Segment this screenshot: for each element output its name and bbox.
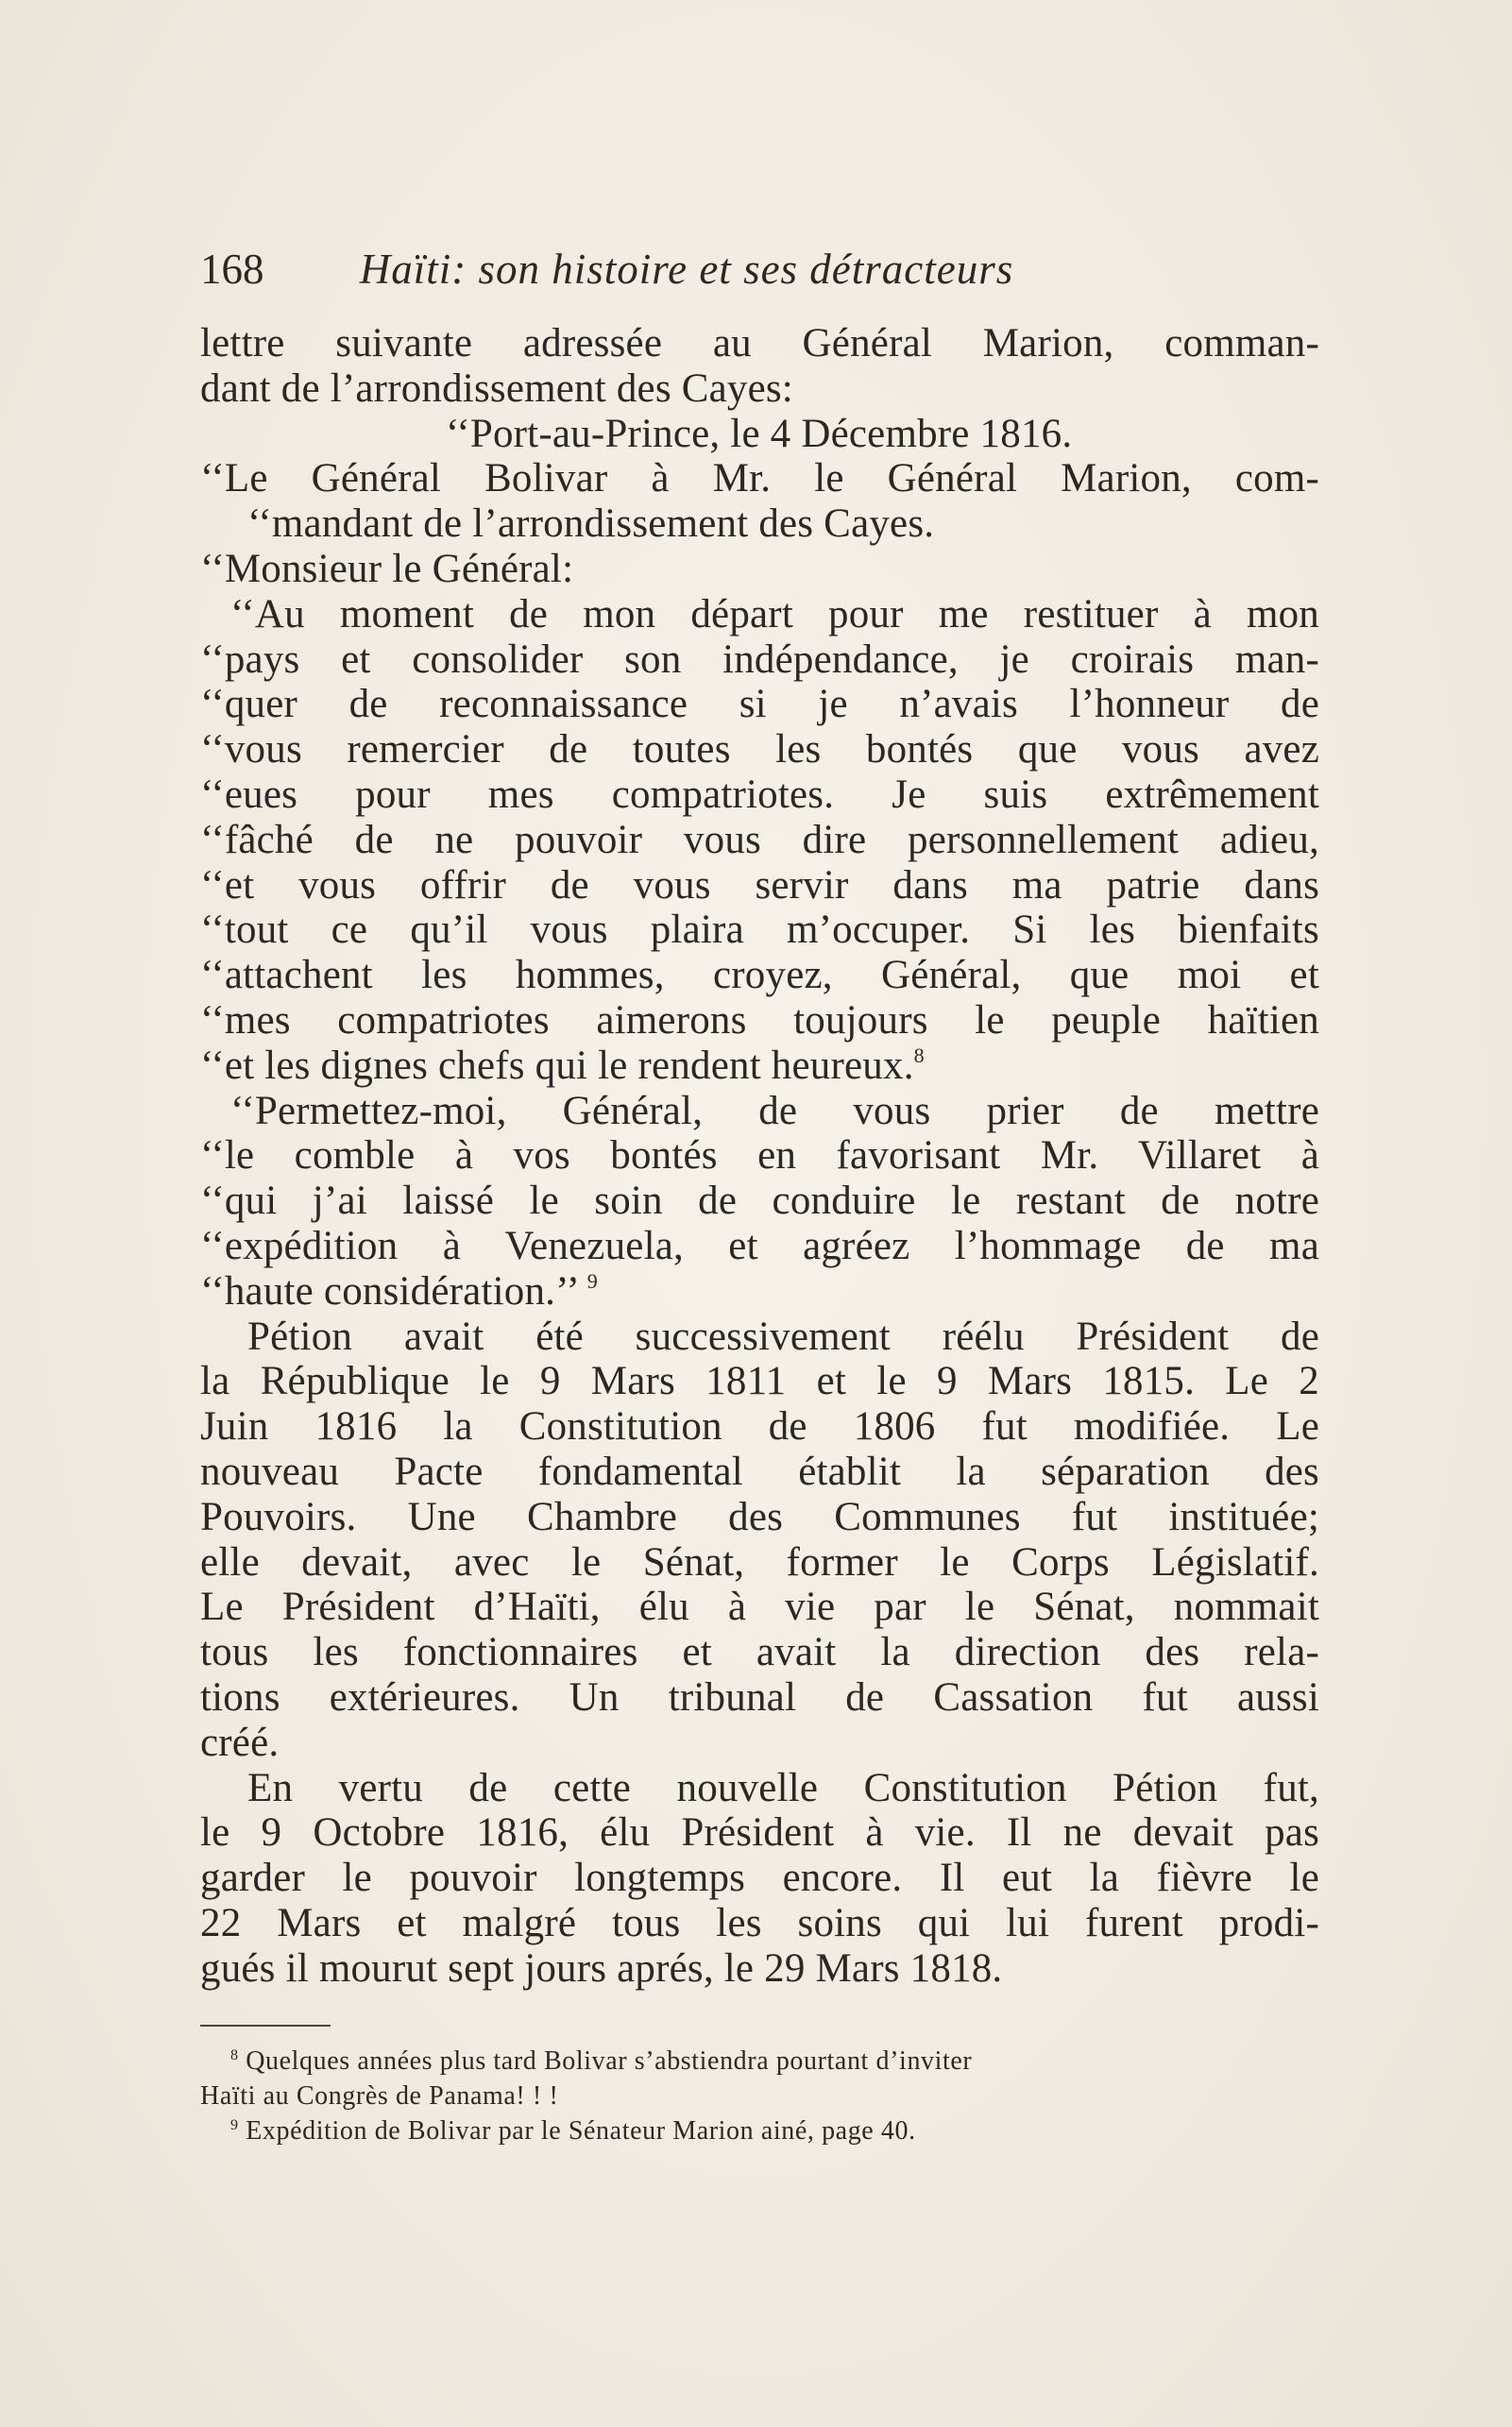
letter-line: ‘‘et les dignes chefs qui le rendent heureux.$^8$ xyxy=(200,1043,925,1088)
paragraph-line: Pétion avait été successivement réélu Président de xyxy=(247,1314,1319,1359)
letter-line: ‘‘haute considération.’’ $^9$ xyxy=(200,1268,598,1314)
letter-line: ‘‘Au moment de mon départ pour me restituer à mon xyxy=(230,591,1319,636)
footnote-8: $^8$ Quelques années plus tard Bolivar s’abstiendra pourtant d’inviter xyxy=(230,2046,973,2076)
letter-address: ‘‘Le Général Bolivar à Mr. le Général Marion, com- xyxy=(200,456,1319,501)
paragraph-line: Juin 1816 la Constitution de 1806 fut modifiée. Le xyxy=(200,1404,1319,1450)
letter-line: ‘‘tout ce qu’il vous plaira m’occuper. Si les bienfaits xyxy=(200,908,1319,953)
page-number: 168 xyxy=(200,246,264,293)
letter-line: ‘‘eues pour mes compatriotes. Je suis extrêmement xyxy=(200,772,1319,817)
letter-line: ‘‘expédition à Venezuela, et agréez l’hommage de ma xyxy=(200,1223,1319,1268)
paragraph-line: En vertu de cette nouvelle Constitution Pétion fut, xyxy=(247,1765,1319,1810)
paragraph-line: 22 Mars et malgré tous les soins qui lui furent prodi- xyxy=(200,1900,1319,1945)
paragraph-line: gués il mourut sept jours aprés, le 29 Mars 1818. xyxy=(200,1945,1003,1991)
paragraph-line: tous les fonctionnaires et avait la direction des rela- xyxy=(200,1630,1319,1675)
letter-line: ‘‘pays et consolider son indépendance, je croirais man- xyxy=(200,636,1319,682)
footnote-ref-8: 8 xyxy=(913,1043,925,1067)
paragraph-line: le 9 Octobre 1816, élu Président à vie. Il ne devait pas xyxy=(200,1810,1319,1856)
paragraph-line: Pouvoirs. Une Chambre des Communes fut instituée; xyxy=(200,1494,1319,1539)
footnote-divider xyxy=(200,2025,331,2027)
paragraph-line: elle devait, avec le Sénat, former le Corps Législatif. xyxy=(200,1539,1319,1585)
footnote-9: $^9$ Expédition de Bolivar par le Sénateur Marion ainé, page 40. xyxy=(230,2116,916,2146)
footnote-mark: 9 xyxy=(230,2117,239,2133)
running-header xyxy=(200,241,1013,297)
paragraph-line: la République le 9 Mars 1811 et le 9 Mars 1815. Le 2 xyxy=(200,1359,1319,1404)
paragraph-line: Le Président d’Haïti, élu à vie par le Sénat, nommait xyxy=(200,1585,1319,1630)
paragraph-line: garder le pouvoir longtemps encore. Il eut la fièvre le xyxy=(200,1856,1319,1901)
letter-line: ‘‘et vous offrir de vous servir dans ma patrie dans xyxy=(200,862,1319,908)
letter-line: ‘‘mes compatriotes aimerons toujours le peuple haïtien xyxy=(200,997,1319,1043)
letter-line: ‘‘le comble à vos bontés en favorisant Mr. Villaret à xyxy=(200,1133,1319,1179)
letter-address: ‘‘mandant de l’arrondissement des Cayes. xyxy=(247,501,935,547)
footnote-8-continuation: Haïti au Congrès de Panama! ! ! xyxy=(200,2081,559,2111)
main-text xyxy=(200,321,1319,1991)
text-line: lettre suivante adressée au Général Marion, comman- xyxy=(200,321,1319,365)
letter-line: ‘‘attachent les hommes, croyez, Général, que moi et xyxy=(200,953,1319,998)
running-title: Haïti: son histoire et ses détracteurs xyxy=(359,246,1014,293)
letter-salutation: ‘‘Monsieur le Général: xyxy=(200,546,574,591)
paragraph-line: nouveau Pacte fondamental établit la séparation des xyxy=(200,1449,1319,1494)
footnote-ref-9: 9 xyxy=(586,1268,598,1293)
text-line: dant de l’arrondissement des Cayes: xyxy=(200,365,793,411)
footnote-mark: 8 xyxy=(230,2047,239,2063)
paragraph-line: créé. xyxy=(200,1720,280,1765)
letter-line: ‘‘Permettez-moi, Général, de vous prier de mettre xyxy=(230,1088,1319,1133)
letter-line: ‘‘fâché de ne pouvoir vous dire personnellement adieu, xyxy=(200,817,1319,862)
letter-dateline: ‘‘Port-au-Prince, le 4 Décembre 1816. xyxy=(446,411,1073,456)
paragraph-line: tions extérieures. Un tribunal de Cassation fut aussi xyxy=(200,1674,1319,1720)
letter-line: ‘‘qui j’ai laissé le soin de conduire le restant de notre xyxy=(200,1179,1319,1224)
footnotes xyxy=(200,2044,1319,2148)
letter-line: ‘‘quer de reconnaissance si je n’avais l’honneur de xyxy=(200,682,1319,727)
letter-line: ‘‘vous remercier de toutes les bontés que vous avez xyxy=(200,727,1319,772)
